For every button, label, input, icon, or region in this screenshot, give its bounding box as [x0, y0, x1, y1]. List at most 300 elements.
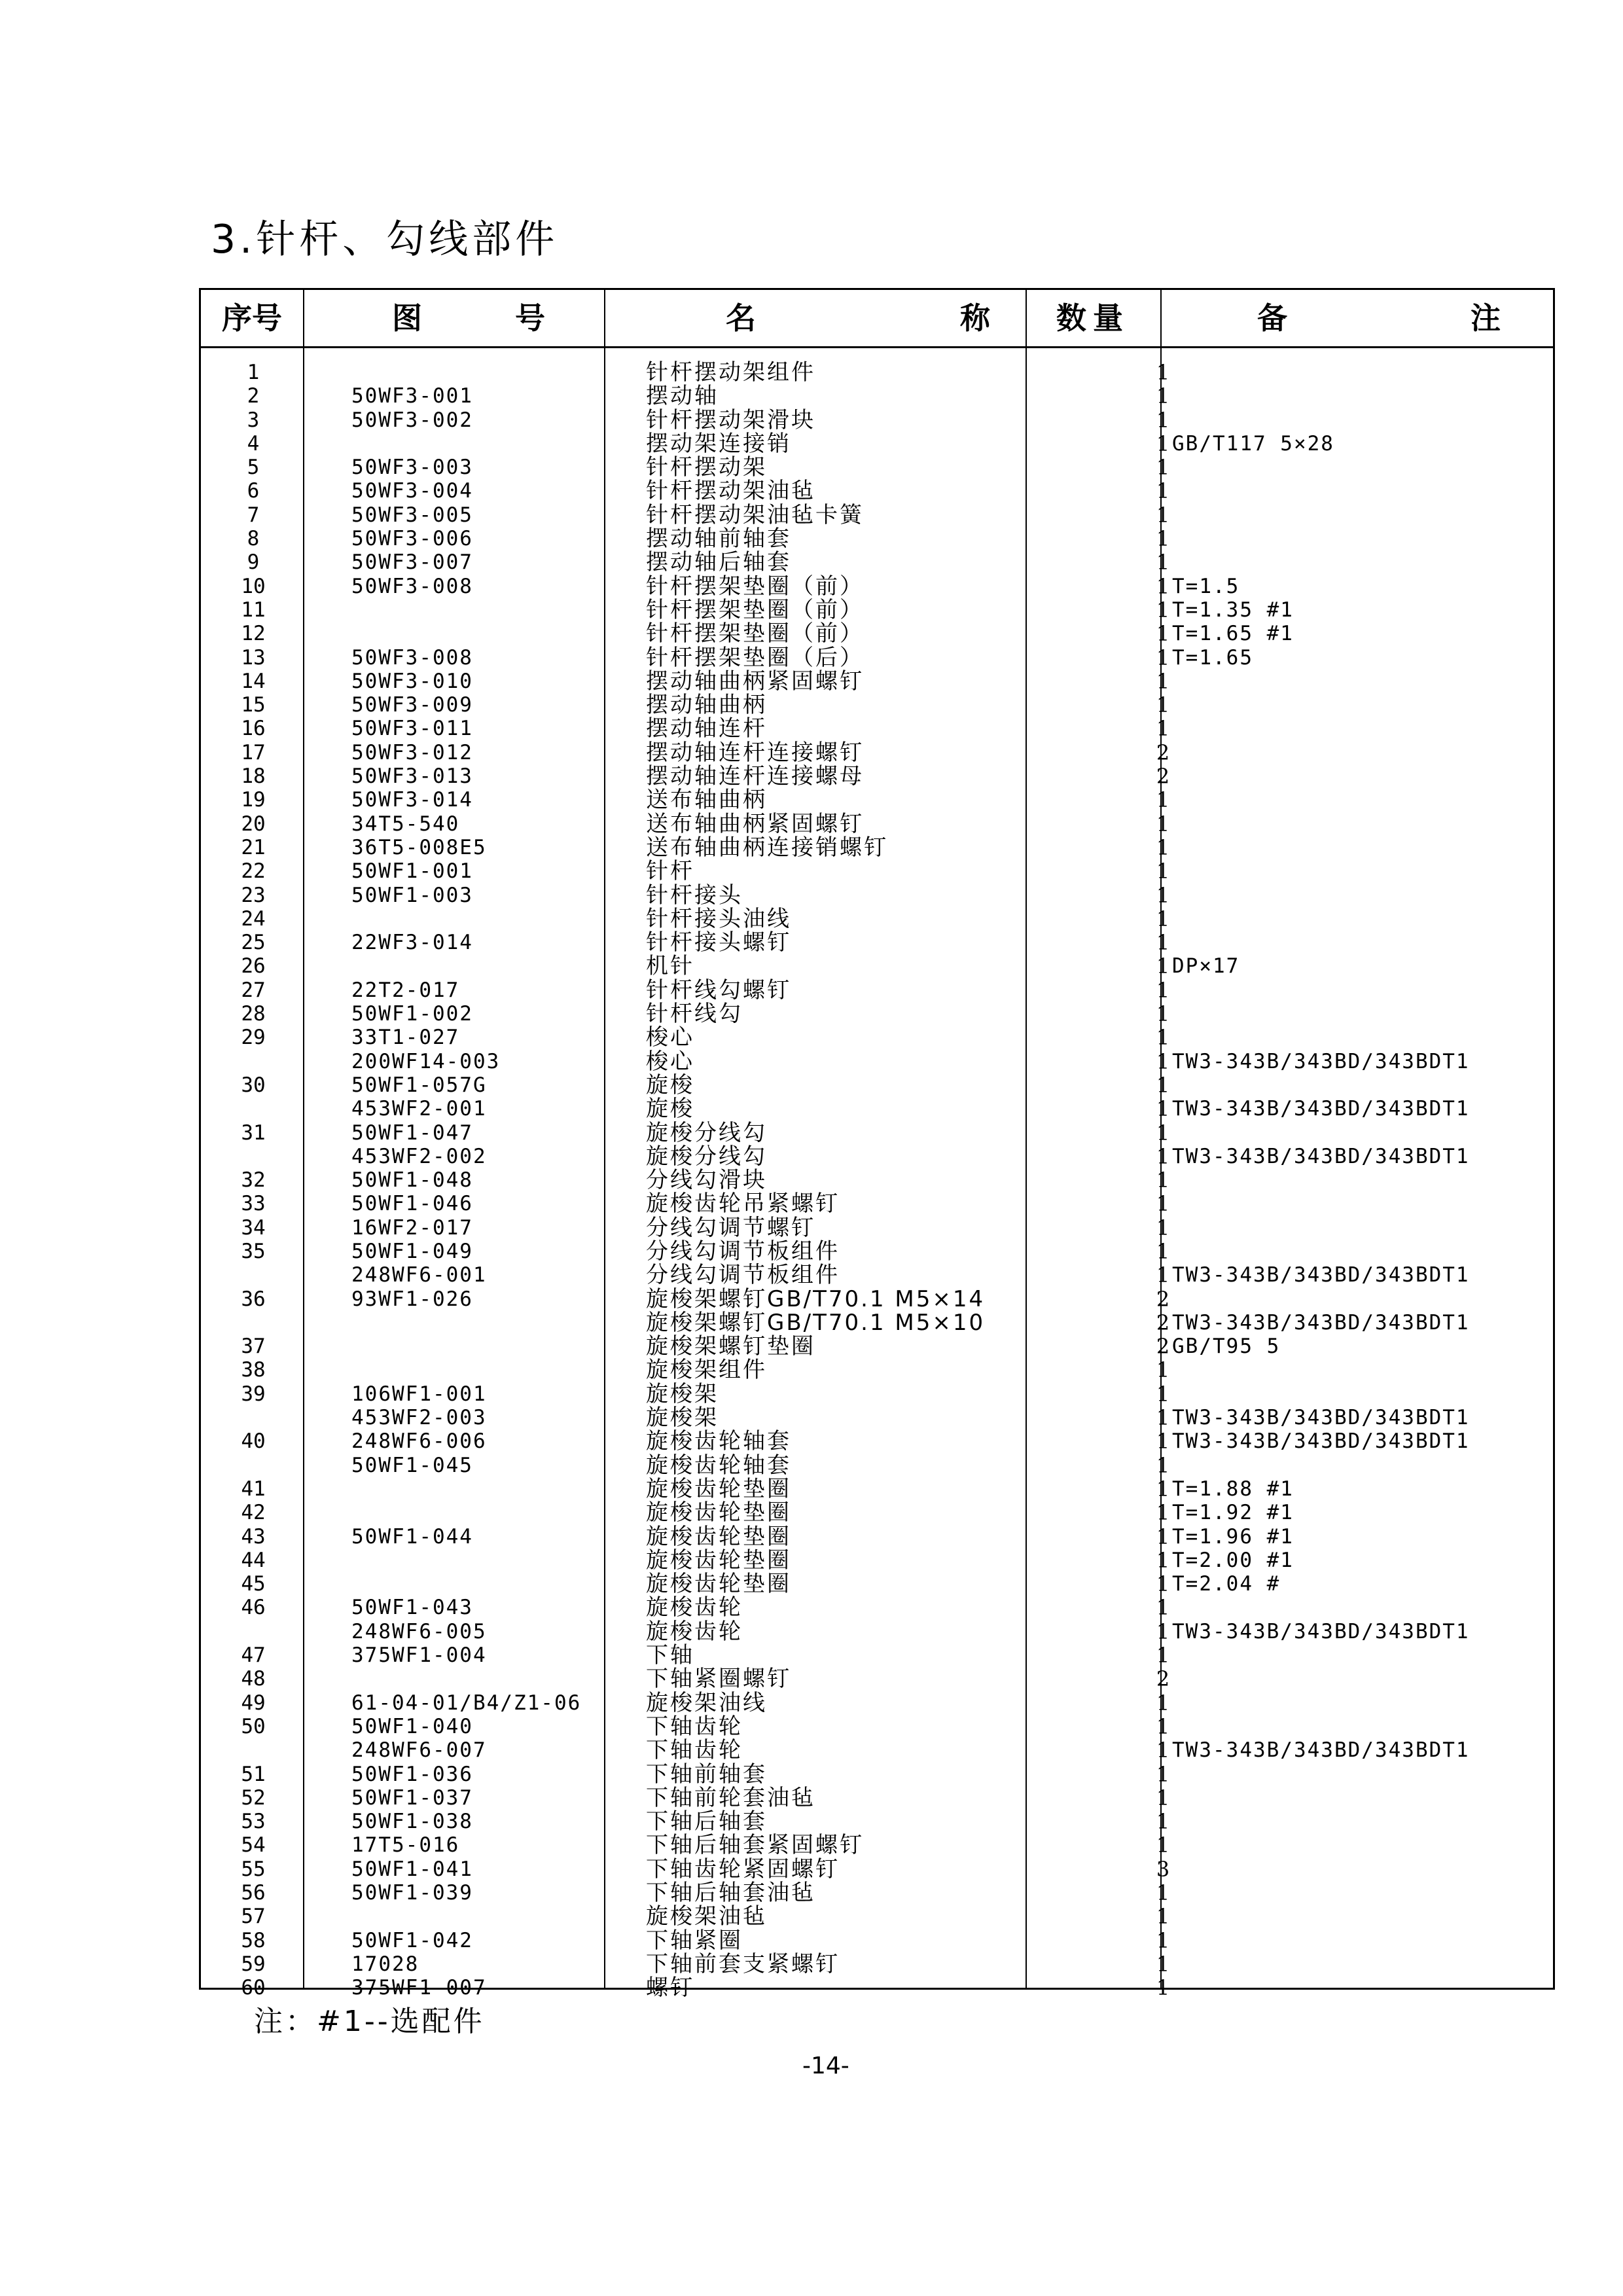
cell-name: 旋梭齿轮 [646, 1618, 743, 1645]
cell-no: 5 [247, 456, 260, 480]
cell-qty: 1 [1156, 1524, 1170, 1549]
cell-qty: 1 [1156, 1904, 1170, 1929]
page-number: -14- [802, 2053, 849, 2079]
header-name-a: 名 [726, 300, 756, 336]
cell-no: 49 [241, 1691, 266, 1715]
cell-no: 21 [241, 835, 266, 859]
cell-part-number: 50WF1-001 [351, 859, 473, 884]
cell-no: 59 [241, 1952, 266, 1976]
table-row [201, 646, 1553, 670]
table-row [201, 1358, 1553, 1382]
cell-name: 针杆接头 [646, 882, 743, 908]
header-name-b: 称 [960, 300, 990, 336]
cell-no: 3 [247, 408, 260, 432]
cell-no: 35 [241, 1239, 266, 1263]
header-note [1160, 290, 1553, 346]
cell-qty: 1 [1156, 478, 1170, 504]
cell-name: 旋梭架螺钉垫圈 [646, 1333, 815, 1360]
header-part-number [303, 290, 604, 346]
cell-name: 针杆摆架垫圈（后） [646, 644, 864, 671]
cell-part-number: 50WF1-002 [351, 1002, 473, 1026]
cell-qty: 1 [1156, 1381, 1170, 1407]
cell-no: 1 [247, 361, 260, 384]
table-row [201, 1168, 1553, 1192]
table-row [201, 836, 1553, 859]
table-row [201, 1454, 1553, 1477]
cell-part-number: 50WF3-010 [351, 669, 473, 693]
cell-note: GB/T95 5 [1172, 1335, 1281, 1359]
cell-qty: 1 [1156, 930, 1170, 956]
cell-note: TW3-343B/343BD/343BDT1 [1172, 1144, 1470, 1168]
header-name [604, 290, 1026, 346]
cell-qty: 1 [1156, 1785, 1170, 1810]
cell-part-number: 50WF1-038 [351, 1810, 473, 1834]
cell-qty: 1 [1156, 1001, 1170, 1027]
cell-part-number: 50WF3-002 [351, 408, 473, 432]
table-row [201, 1763, 1553, 1786]
table-row [201, 479, 1553, 503]
table-row [201, 1145, 1553, 1168]
cell-part-number: 50WF3-014 [351, 788, 473, 812]
cell-name: 针杆线勾螺钉 [646, 977, 791, 1003]
cell-qty: 1 [1156, 1809, 1170, 1835]
cell-name: 针杆摆动架油毡卡簧 [646, 501, 864, 528]
cell-name: 摆动架连接销 [646, 430, 791, 457]
cell-qty: 1 [1156, 407, 1170, 433]
cell-note: TW3-343B/343BD/343BDT1 [1172, 1738, 1470, 1763]
cell-qty: 1 [1156, 811, 1170, 836]
cell-no: 14 [241, 669, 266, 693]
cell-part-number: 50WF1-046 [351, 1192, 473, 1216]
table-row [201, 622, 1553, 645]
cell-name: 旋梭架组件 [646, 1357, 767, 1384]
cell-qty: 1 [1156, 1713, 1170, 1739]
cell-qty: 2 [1156, 1666, 1170, 1692]
header-part-number-a: 图 [392, 300, 422, 336]
cell-part-number: 453WF2-001 [351, 1097, 487, 1121]
cell-qty: 1 [1156, 1143, 1170, 1169]
table-row [201, 456, 1553, 479]
cell-part-number: 248WF6-007 [351, 1738, 487, 1763]
table-row [201, 1786, 1553, 1810]
table-row [201, 575, 1553, 598]
cell-no: 2 [247, 384, 260, 408]
cell-no: 22 [241, 859, 266, 884]
cell-qty: 1 [1156, 1215, 1170, 1240]
cell-no: 26 [241, 954, 266, 978]
cell-qty: 1 [1156, 573, 1170, 599]
header-note-a: 备 [1257, 300, 1287, 336]
table-row [201, 1073, 1553, 1097]
cell-no: 12 [241, 622, 266, 646]
cell-no: 17 [241, 740, 266, 764]
table-row [201, 1596, 1553, 1619]
cell-no: 29 [241, 1026, 266, 1050]
cell-name: 旋梭齿轮垫圈 [646, 1547, 791, 1573]
cell-name: 下轴紧圈 [646, 1927, 743, 1954]
cell-part-number: 50WF3-004 [351, 479, 473, 503]
cell-qty: 1 [1156, 502, 1170, 528]
cell-no: 52 [241, 1785, 266, 1810]
cell-qty: 1 [1156, 1429, 1170, 1454]
cell-qty: 1 [1156, 384, 1170, 409]
cell-no: 38 [241, 1358, 266, 1382]
cell-note: DP×17 [1172, 954, 1240, 978]
cell-name: 针杆摆架垫圈（前） [646, 596, 864, 623]
cell-name: 梭心 [646, 1024, 694, 1051]
cell-qty: 1 [1156, 1476, 1170, 1501]
cell-part-number: 248WF6-006 [351, 1429, 487, 1454]
cell-part-number: 50WF1-003 [351, 883, 473, 907]
table-row [201, 693, 1553, 717]
cell-no: 56 [241, 1881, 266, 1905]
cell-note: T=1.96 #1 [1172, 1524, 1294, 1549]
table-row [201, 1643, 1553, 1667]
cell-name: 旋梭分线勾 [646, 1119, 767, 1146]
cell-qty: 1 [1156, 431, 1170, 456]
cell-qty: 1 [1156, 645, 1170, 670]
cell-note: T=2.04 # [1172, 1572, 1281, 1596]
table-row [201, 408, 1553, 432]
table-row [201, 1833, 1553, 1857]
table-row [201, 1549, 1553, 1572]
cell-name: 摆动轴连杆连接螺钉 [646, 739, 864, 766]
table-row [201, 670, 1553, 693]
cell-name: 送布轴曲柄连接销螺钉 [646, 834, 888, 861]
cell-note: T=1.92 #1 [1172, 1501, 1294, 1525]
cell-no: 47 [241, 1643, 266, 1668]
cell-name: 旋梭齿轮 [646, 1594, 743, 1621]
cell-name: 旋梭架 [646, 1380, 719, 1407]
cell-name: 针杆摆动架滑块 [646, 406, 815, 433]
cell-no: 36 [241, 1287, 266, 1311]
cell-part-number: 248WF6-005 [351, 1619, 487, 1643]
cell-part-number: 50WF1-039 [351, 1881, 473, 1905]
cell-name: 旋梭分线勾 [646, 1143, 767, 1170]
cell-no: 27 [241, 978, 266, 1002]
cell-no: 32 [241, 1168, 266, 1193]
table-row [201, 1406, 1553, 1429]
cell-no: 51 [241, 1762, 266, 1786]
cell-qty: 2 [1156, 1334, 1170, 1359]
cell-no: 50 [241, 1714, 266, 1738]
cell-qty: 1 [1156, 1168, 1170, 1193]
cell-no: 19 [241, 788, 266, 812]
cell-no: 31 [241, 1121, 266, 1145]
cell-part-number: 50WF1-057G [351, 1073, 487, 1097]
cell-part-number: 50WF3-007 [351, 550, 473, 575]
cell-no: 57 [241, 1905, 266, 1929]
table-row [201, 1691, 1553, 1715]
cell-qty: 1 [1156, 668, 1170, 694]
table-row [201, 384, 1553, 408]
cell-qty: 2 [1156, 1310, 1170, 1335]
table-row [201, 527, 1553, 550]
header-no: 序号 [222, 300, 282, 336]
footnote: 注：#1--选配件 [254, 2005, 485, 2038]
cell-qty: 1 [1156, 1263, 1170, 1288]
cell-no: 40 [241, 1429, 266, 1454]
cell-name: 下轴后轴套油毡 [646, 1880, 815, 1906]
cell-name: 旋梭架螺钉GB/T70.1 M5×14 [646, 1285, 986, 1312]
cell-part-number: 22WF3-014 [351, 931, 473, 955]
table-row [201, 859, 1553, 883]
cell-no: 11 [241, 598, 266, 622]
table-row [201, 1572, 1553, 1596]
cell-part-number: 16WF2-017 [351, 1215, 473, 1240]
cell-name: 针杆摆动架组件 [646, 359, 815, 386]
cell-part-number: 34T5-540 [351, 812, 460, 836]
cell-name: 旋梭齿轮垫圈 [646, 1499, 791, 1526]
cell-qty: 1 [1156, 1928, 1170, 1953]
cell-no: 46 [241, 1596, 266, 1620]
header-qty: 数量 [1056, 300, 1130, 336]
cell-note: TW3-343B/343BD/343BDT1 [1172, 1049, 1470, 1073]
cell-qty: 1 [1156, 859, 1170, 884]
cell-qty: 1 [1156, 1452, 1170, 1478]
table-row [201, 1477, 1553, 1501]
cell-no: 53 [241, 1810, 266, 1834]
cell-no: 9 [247, 550, 260, 575]
cell-name: 下轴前轮套油毡 [646, 1784, 815, 1811]
cell-part-number: 33T1-027 [351, 1026, 460, 1050]
table-row [201, 717, 1553, 740]
cell-name: 下轴后轴套紧固螺钉 [646, 1832, 864, 1859]
table-row [201, 1287, 1553, 1311]
cell-no: 44 [241, 1548, 266, 1572]
cell-no: 39 [241, 1382, 266, 1406]
table-row [201, 1192, 1553, 1215]
cell-part-number: 375WF1-007 [351, 1976, 487, 2000]
cell-no: 7 [247, 503, 260, 527]
cell-no: 16 [241, 717, 266, 741]
cell-name: 下轴齿轮 [646, 1737, 743, 1764]
cell-no: 8 [247, 527, 260, 551]
cell-name: 分线勾调节板组件 [646, 1238, 840, 1265]
table-row [201, 1929, 1553, 1952]
cell-name: 摆动轴 [646, 383, 719, 410]
cell-qty: 1 [1156, 1238, 1170, 1264]
table-row [201, 1952, 1553, 1976]
cell-name: 分线勾调节螺钉 [646, 1214, 815, 1241]
cell-qty: 1 [1156, 1975, 1170, 2001]
table-row [201, 1216, 1553, 1240]
cell-part-number: 17028 [351, 1952, 419, 1976]
cell-no: 24 [241, 906, 266, 931]
cell-part-number: 50WF3-003 [351, 456, 473, 480]
cell-no: 30 [241, 1073, 266, 1097]
cell-name: 下轴齿轮 [646, 1713, 743, 1740]
table-row [201, 1501, 1553, 1524]
cell-part-number: 50WF3-013 [351, 764, 473, 789]
cell-name: 下轴紧圈螺钉 [646, 1666, 791, 1693]
cell-name: 下轴齿轮紧固螺钉 [646, 1856, 840, 1882]
cell-note: TW3-343B/343BD/343BDT1 [1172, 1406, 1470, 1430]
cell-name: 分线勾滑块 [646, 1167, 767, 1194]
cell-qty: 1 [1156, 1619, 1170, 1644]
cell-qty: 1 [1156, 1547, 1170, 1573]
table-row [201, 907, 1553, 931]
table-row [201, 1382, 1553, 1406]
cell-part-number: 50WF1-042 [351, 1928, 473, 1952]
table-row [201, 764, 1553, 788]
header-part-number-b: 号 [515, 300, 545, 336]
table-row [201, 1620, 1553, 1643]
cell-no: 55 [241, 1857, 266, 1881]
cell-part-number: 50WF1-049 [351, 1239, 473, 1263]
cell-part-number: 50WF1-037 [351, 1785, 473, 1810]
cell-qty: 1 [1156, 906, 1170, 931]
cell-qty: 1 [1156, 455, 1170, 480]
cell-qty: 1 [1156, 1096, 1170, 1122]
cell-qty: 1 [1156, 1643, 1170, 1668]
cell-no: 45 [241, 1572, 266, 1596]
cell-part-number: 50WF1-036 [351, 1762, 473, 1786]
cell-qty: 1 [1156, 1500, 1170, 1526]
table-row [201, 1525, 1553, 1549]
table-row [201, 954, 1553, 978]
table-header [201, 290, 1553, 348]
table-row [201, 1311, 1553, 1335]
cell-qty: 1 [1156, 882, 1170, 908]
cell-qty: 1 [1156, 621, 1170, 647]
cell-note: TW3-343B/343BD/343BDT1 [1172, 1263, 1470, 1287]
cell-qty: 3 [1156, 1856, 1170, 1882]
cell-name: 分线勾调节板组件 [646, 1262, 840, 1289]
cell-qty: 1 [1156, 1571, 1170, 1597]
cell-name: 旋梭 [646, 1096, 694, 1122]
cell-note: TW3-343B/343BD/343BDT1 [1172, 1097, 1470, 1121]
cell-qty: 2 [1156, 1286, 1170, 1312]
cell-part-number: 50WF3-011 [351, 717, 473, 741]
cell-qty: 1 [1156, 1690, 1170, 1715]
cell-name: 针杆 [646, 858, 694, 885]
cell-no: 13 [241, 645, 266, 670]
cell-qty: 1 [1156, 716, 1170, 742]
table-row [201, 741, 1553, 764]
table-row [201, 550, 1553, 574]
cell-part-number: 50WF1-044 [351, 1524, 473, 1549]
table-row [201, 1857, 1553, 1881]
table-row [201, 1738, 1553, 1762]
cell-part-number: 375WF1-004 [351, 1643, 487, 1668]
cell-name: 针杆摆架垫圈（前） [646, 620, 864, 647]
cell-no: 41 [241, 1477, 266, 1501]
cell-qty: 1 [1156, 526, 1170, 552]
table-body [201, 361, 1553, 2000]
cell-name: 梭心 [646, 1048, 694, 1075]
cell-no: 4 [247, 431, 260, 456]
cell-no: 43 [241, 1524, 266, 1549]
cell-qty: 1 [1156, 597, 1170, 622]
cell-name: 针杆摆架垫圈（前） [646, 573, 864, 600]
cell-part-number: 50WF3-012 [351, 740, 473, 764]
table-row [201, 361, 1553, 384]
cell-note: T=1.88 #1 [1172, 1477, 1294, 1501]
table-row [201, 884, 1553, 907]
cell-qty: 1 [1156, 550, 1170, 575]
cell-part-number: 50WF3-009 [351, 693, 473, 717]
cell-qty: 1 [1156, 692, 1170, 718]
cell-qty: 1 [1156, 954, 1170, 979]
cell-qty: 1 [1156, 360, 1170, 385]
cell-note: TW3-343B/343BD/343BDT1 [1172, 1310, 1470, 1335]
cell-part-number: 106WF1-001 [351, 1382, 487, 1406]
cell-name: 下轴前套支紧螺钉 [646, 1950, 840, 1977]
cell-name: 摆动轴曲柄 [646, 692, 767, 719]
cell-qty: 1 [1156, 1761, 1170, 1787]
cell-name: 摆动轴连杆 [646, 715, 767, 742]
header-note-b: 注 [1471, 300, 1501, 336]
cell-qty: 1 [1156, 1405, 1170, 1431]
cell-part-number: 36T5-008E5 [351, 835, 487, 859]
cell-part-number: 50WF1-043 [351, 1596, 473, 1620]
cell-note: T=1.5 [1172, 574, 1240, 598]
cell-qty: 1 [1156, 1738, 1170, 1763]
cell-part-number: 200WF14-003 [351, 1049, 501, 1073]
cell-qty: 1 [1156, 1120, 1170, 1145]
cell-qty: 1 [1156, 1049, 1170, 1074]
cell-no: 15 [241, 693, 266, 717]
cell-name: 下轴 [646, 1642, 694, 1669]
table-row [201, 1121, 1553, 1145]
table-row [201, 1240, 1553, 1263]
table-row [201, 1050, 1553, 1073]
cell-part-number: 50WF3-001 [351, 384, 473, 408]
cell-qty: 1 [1156, 1833, 1170, 1858]
parts-table [199, 288, 1555, 2001]
cell-part-number: 50WF1-041 [351, 1857, 473, 1881]
table-row [201, 1881, 1553, 1905]
table-row [201, 1429, 1553, 1453]
cell-name: 送布轴曲柄 [646, 787, 767, 814]
cell-name: 旋梭架油毡 [646, 1903, 767, 1930]
cell-qty: 1 [1156, 1880, 1170, 1905]
cell-part-number: 50WF1-040 [351, 1714, 473, 1738]
table-row [201, 1097, 1553, 1121]
cell-part-number: 61-04-01/B4/Z1-06 [351, 1691, 582, 1715]
cell-name: 机针 [646, 953, 694, 980]
cell-name: 旋梭架 [646, 1405, 719, 1431]
cell-qty: 1 [1156, 1025, 1170, 1050]
cell-no: 23 [241, 883, 266, 907]
cell-part-number: 50WF3-005 [351, 503, 473, 527]
cell-no: 37 [241, 1335, 266, 1359]
table-row [201, 1715, 1553, 1738]
cell-name: 旋梭齿轮垫圈 [646, 1571, 791, 1598]
cell-part-number: 17T5-016 [351, 1833, 460, 1857]
cell-no: 60 [241, 1976, 266, 2000]
table-row [201, 598, 1553, 622]
cell-name: 摆动轴曲柄紧固螺钉 [646, 668, 864, 694]
cell-qty: 2 [1156, 740, 1170, 765]
table-row [201, 978, 1553, 1002]
table-row [201, 432, 1553, 456]
cell-name: 针杆线勾 [646, 1001, 743, 1028]
cell-name: 旋梭齿轮吊紧螺钉 [646, 1191, 840, 1217]
table-row [201, 788, 1553, 812]
cell-name: 摆动轴连杆连接螺母 [646, 763, 864, 790]
cell-name: 螺钉 [646, 1975, 694, 2001]
cell-name: 旋梭齿轮轴套 [646, 1452, 791, 1479]
cell-no: 25 [241, 931, 266, 955]
cell-part-number: 453WF2-002 [351, 1144, 487, 1168]
cell-part-number: 50WF1-045 [351, 1453, 473, 1477]
table-row [201, 1810, 1553, 1833]
table-row [201, 1976, 1553, 2000]
cell-name: 旋梭架螺钉GB/T70.1 M5×10 [646, 1309, 986, 1336]
cell-qty: 1 [1156, 1072, 1170, 1098]
